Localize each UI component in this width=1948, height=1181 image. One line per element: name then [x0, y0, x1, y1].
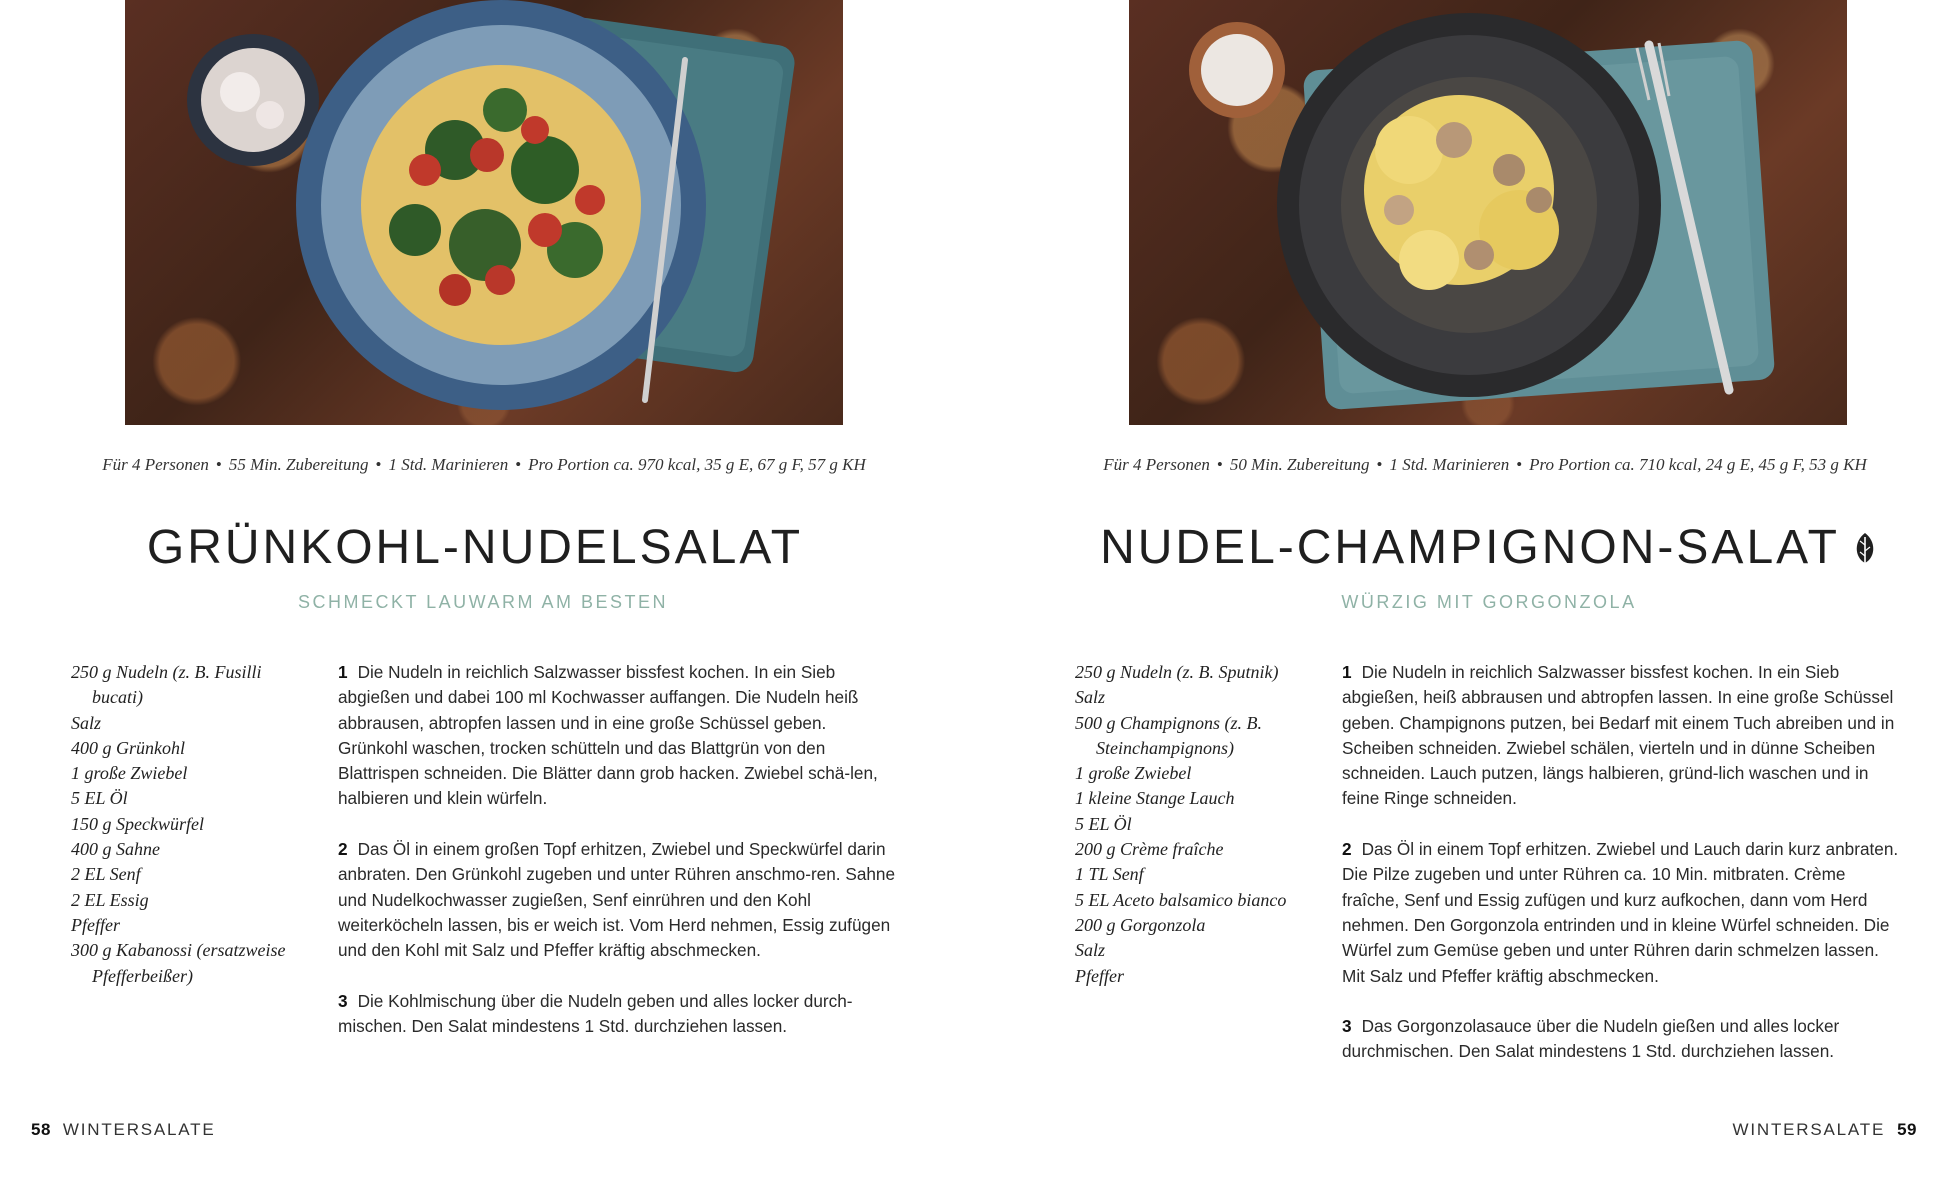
step-text: Das Öl in einem großen Topf erhitzen, Zwiebel und Speckwürfel darin anbraten. Den Grünkohl zugeben und unter Rühren anschmo-ren. Sahne und Nudelkochwasser zugießen, Senf einrühren und den Kohl weiterköcheln lassen, bis er weich ist. Vom Herd nehmen, Essig zufügen und den Kohl mit Salz und Pfeffer kräftig abschmecken. [338, 839, 896, 961]
recipe-title-text: NUDEL-CHAMPIGNON-SALAT [1100, 521, 1840, 574]
ingredient-item: 300 g Kabanossi (ersatzweise Pfefferbeißer) [71, 940, 286, 986]
ingredient-item: 200 g Gorgonzola [1075, 914, 1206, 935]
step [1342, 837, 1902, 989]
step-number: 3 [1342, 1016, 1352, 1037]
ingredient-item: 2 EL Senf [71, 864, 141, 885]
step-text: Das Öl in einem Topf erhitzen. Zwiebel und Lauch darin kurz anbraten. Die Pilze zugeben und unter Rühren ca. 10 Min. mitbraten. Crème fraîche, Senf und Essig zufügen und kurz aufkochen, dann vom Herd nehmen. Den Gorgonzola entrinden und in kleine Würfel schneiden. Die Würfel zum Gemüse geben und unter Rühren darin schmelzen lassen. Mit Salz und Pfeffer kräftig abschmecken. [1342, 839, 1899, 986]
step-text: Das Gorgonzolasauce über die Nudeln gießen und alles locker durchmischen. Den Salat mindestens 1 Std. durchziehen lassen. [1342, 1016, 1840, 1062]
nutrition: Pro Portion ca. 710 kcal, 24 g E, 45 g F, 53 g KH [1529, 455, 1867, 474]
page-number: 59 [1897, 1120, 1917, 1139]
ingredient-item: 150 g Speckwürfel [71, 813, 204, 834]
recipe-meta: Für 4 Personen • 55 Min. Zubereitung • 1 Std. Marinieren • Pro Portion ca. 970 kcal, 35 g E, 67 g F, 57 g KH [102, 455, 866, 474]
step-number: 1 [1342, 662, 1352, 682]
recipe-title [1002, 520, 1948, 575]
ingredient-item: 1 große Zwiebel [71, 763, 188, 784]
mushroom-pasta-photo [1129, 0, 1847, 425]
marinate-time: 1 Std. Marinieren [388, 455, 509, 474]
ingredient-item: 250 g Nudeln (z. B. Fusilli bucati) [71, 662, 262, 708]
step-number: 1 [338, 662, 348, 682]
leaf-icon [1852, 531, 1878, 567]
servings: Für 4 Personen [102, 455, 209, 474]
step-number: 2 [1342, 839, 1352, 860]
prep-time: 55 Min. Zubereitung [228, 455, 369, 474]
step-text: Die Nudeln in reichlich Salzwasser bissfest kochen. In ein Sieb abgießen und dabei 100 ml Kochwasser auffangen. Die Nudeln heiß abbrausen, abtropfen lassen und in eine große Schüssel geben. Grünkohl waschen, trocken schütteln und das Blattgrün von den Blattrispen schneiden. Die Blätter dann grob hacken. Zwiebel schä-len, halbieren und klein würfeln. [338, 662, 878, 809]
page-footer [31, 1120, 216, 1140]
step-text: Die Kohlmischung über die Nudeln geben und alles locker durch-mischen. Den Salat mindestens 1 Std. durchziehen lassen. [338, 990, 853, 1037]
section-name: WINTERSALATE [62, 1120, 216, 1139]
ingredient-item: 1 TL Senf [1075, 864, 1144, 885]
step-number: 3 [338, 990, 348, 1011]
page-footer [1733, 1120, 1918, 1140]
ingredient-item: 1 kleine Stange Lauch [1075, 788, 1235, 809]
ingredient-item: Pfeffer [1075, 965, 1124, 986]
servings: Für 4 Personen [1103, 455, 1210, 474]
ingredient-item: 5 EL Öl [71, 788, 128, 809]
step [1342, 660, 1902, 812]
step [338, 837, 898, 963]
ingredient-item: Pfeffer [71, 914, 120, 935]
step-text: Die Nudeln in reichlich Salzwasser bissfest kochen. In ein Sieb abgießen, heiß abbrausen und abtropfen lassen. In eine große Schüssel geben. Champignons putzen, bei Bedarf mit einem Tuch abreiben und in Scheiben schneiden. Zwiebel schälen, vierteln und in dünne Scheiben schneiden. Lauch putzen, längs halbieren, gründ-lich waschen und in feine Ringe schneiden. [1342, 662, 1895, 809]
ingredient-item: Salz [1075, 940, 1106, 961]
ingredient-item: 400 g Sahne [71, 839, 160, 860]
step [1342, 1014, 1902, 1065]
nutrition: Pro Portion ca. 970 kcal, 35 g E, 67 g F, 57 g KH [528, 455, 866, 474]
instruction-steps [1342, 660, 1902, 1090]
ingredient-list [1075, 660, 1315, 989]
ingredient-item: 5 EL Aceto balsamico bianco [1075, 889, 1287, 910]
kale-pasta-photo [125, 0, 843, 425]
recipe-meta: Für 4 Personen • 50 Min. Zubereitung • 1 Std. Marinieren • Pro Portion ca. 710 kcal, 24 g E, 45 g F, 53 g KH [1103, 455, 1867, 474]
ingredient-item: Salz [71, 712, 102, 733]
ingredient-item: 2 EL Essig [71, 889, 149, 910]
ingredient-list [71, 660, 311, 989]
page-number: 58 [31, 1120, 51, 1139]
prep-time: 50 Min. Zubereitung [1229, 455, 1370, 474]
step [338, 660, 898, 812]
ingredient-item: 1 große Zwiebel [1075, 763, 1192, 784]
instruction-steps [338, 660, 898, 1065]
ingredient-item: 200 g Crème fraîche [1075, 839, 1224, 860]
recipe-subtitle: WÜRZIG MIT GORGONZOLA [1341, 592, 1637, 612]
ingredient-item: Salz [1075, 687, 1106, 708]
recipe-subtitle: SCHMECKT LAUWARM AM BESTEN [297, 592, 669, 612]
section-name: WINTERSALATE [1732, 1120, 1886, 1139]
ingredient-item: 500 g Champignons (z. B. Steinchampignons) [1075, 712, 1263, 758]
ingredient-item: 5 EL Öl [1075, 813, 1132, 834]
step-number: 2 [338, 839, 348, 860]
recipe-title: GRÜNKOHL-NUDELSALAT [146, 521, 804, 574]
marinate-time: 1 Std. Marinieren [1389, 455, 1510, 474]
ingredient-item: 400 g Grünkohl [71, 737, 185, 758]
step [338, 989, 898, 1040]
ingredient-item: 250 g Nudeln (z. B. Sputnik) [1075, 662, 1279, 682]
right-page [974, 0, 1948, 1181]
